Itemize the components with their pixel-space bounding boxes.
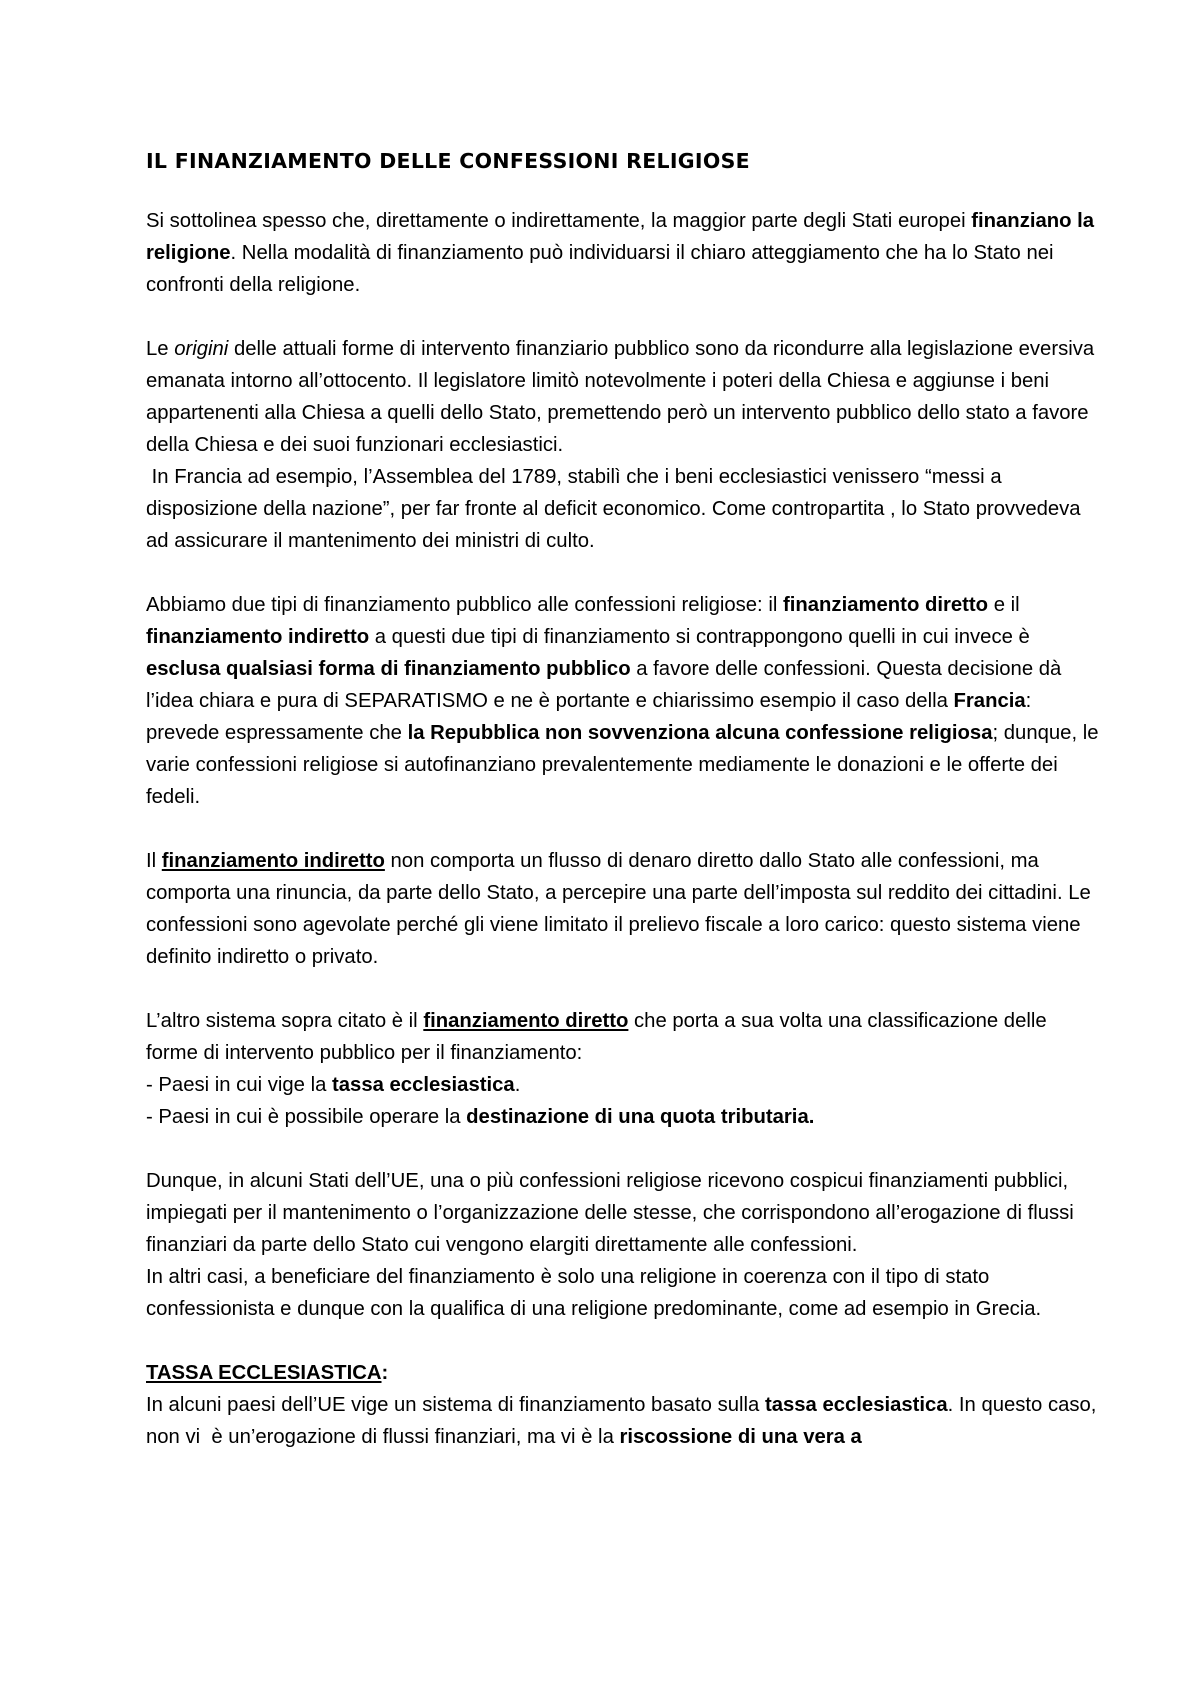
list1-bold: tassa ecclesiastica xyxy=(332,1074,515,1096)
list-item-quota xyxy=(146,1101,1100,1133)
tassa-bold-1: tassa ecclesiastica xyxy=(764,1394,948,1416)
types-text-2: e il xyxy=(988,594,1020,616)
diretto-text-1: L’altro sistema sopra citato è il xyxy=(146,1010,424,1032)
types-bold-repubblica: la Repubblica non sovvenziona alcuna confessione religiosa xyxy=(407,722,993,744)
types-bold-francia: Francia xyxy=(953,690,1026,712)
paragraph-types xyxy=(146,589,1100,813)
types-text-3: a questi due tipi di finanziamento si contrappongono quelli in cui invece è xyxy=(369,626,1030,648)
types-text-5: : prevede espressamente che xyxy=(146,690,1032,744)
types-bold-indiretto: finanziamento indiretto xyxy=(146,626,370,648)
origins-text-1: Le xyxy=(146,338,175,360)
list2-text: - Paesi in cui è possibile operare la xyxy=(146,1106,467,1128)
paragraph-diretto xyxy=(146,1005,1100,1069)
section-heading-tassa xyxy=(146,1357,1100,1389)
tassa-text-2: . In questo caso, non vi è un’erogazione di flussi finanziari, ma vi è la xyxy=(146,1394,1103,1448)
intro-text-2: . Nella modalità di finanziamento può individuarsi il chiaro atteggiamento che ha lo Stato nei confronti della religione. xyxy=(146,242,1054,296)
section-heading-text: TASSA ECCLESIASTICA xyxy=(146,1362,382,1384)
indiretto-bold-underlined: finanziamento indiretto xyxy=(161,850,385,872)
list2-bold: destinazione di una quota tributaria. xyxy=(466,1106,815,1128)
paragraph-origins xyxy=(146,333,1100,461)
tassa-text-1: In alcuni paesi dell’UE vige un sistema di finanziamento basato sulla xyxy=(146,1394,765,1416)
origins-text-2: delle attuali forme di intervento finanziario pubblico sono da ricondurre alla legislazione eversiva emanata intorno all’ottocento. Il legislatore limitò notevolmente i poteri della Chiesa e aggiunse i beni appartenenti alla Chiesa a quelli dello Stato, premettendo però un intervento pubblico dello stato a favore della Chiesa e dei suoi funzionari ecclesiastici. xyxy=(146,338,1095,456)
list-item-tassa xyxy=(146,1069,1100,1101)
diretto-text-2: che porta a sua volta una classificazione delle forme di intervento pubblico per il finanziamento: xyxy=(146,1010,1047,1064)
paragraph-intro xyxy=(146,205,1100,301)
types-text-4: a favore delle confessioni. Questa decisione dà l’idea chiara e pura di SEPARATISMO e ne è portante e chiarissimo esempio il caso della xyxy=(146,658,1062,712)
intro-bold: finanziano la religione xyxy=(146,210,1095,264)
section-heading-colon: : xyxy=(381,1362,389,1384)
types-bold-esclusa: esclusa qualsiasi forma di finanziamento pubblico xyxy=(146,658,631,680)
list1-end: . xyxy=(514,1074,521,1096)
origins-italic: origini xyxy=(174,338,229,360)
types-text-1: Abbiamo due tipi di finanziamento pubblico alle confessioni religiose: il xyxy=(146,594,783,616)
indiretto-text-2: non comporta un flusso di denaro diretto dallo Stato alle confessioni, ma comporta una rinuncia, da parte dello Stato, a percepire una parte dell’imposta sul reddito dei cittadini. Le confessioni sono agevolate perché gli viene limitato il prelievo fiscale a loro carico: questo sistema viene definito indiretto o privato. xyxy=(146,850,1091,968)
types-text-6: ; dunque, le varie confessioni religiose si autofinanziano prevalentemente mediamente le donazioni e le offerte dei fedeli. xyxy=(146,722,1099,808)
intro-text-1: Si sottolinea spesso che, direttamente o indirettamente, la maggior parte degli Stati europei xyxy=(146,210,972,232)
indiretto-text-1: Il xyxy=(146,850,162,872)
diretto-bold-underlined: finanziamento diretto xyxy=(423,1010,629,1032)
tassa-bold-2: riscossione di una vera a xyxy=(619,1426,862,1448)
list1-text: - Paesi in cui vige la xyxy=(146,1074,332,1096)
paragraph-ue: Dunque, in alcuni Stati dell’UE, una o più confessioni religiose ricevono cospicui finanziamenti pubblici, impiegati per il mantenimento o l’organizzazione delle stesse, che corrispondono all’erogazione di flussi finanziari da parte dello Stato cui vengono elargiti direttamente alle confessioni. xyxy=(146,1170,1074,1256)
types-bold-diretto: finanziamento diretto xyxy=(782,594,989,616)
paragraph-indiretto xyxy=(146,845,1100,973)
paragraph-grecia: In altri casi, a beneficiare del finanziamento è solo una religione in coerenza con il tipo di stato confessionista e dunque con la qualifica di una religione predominante, come ad esempio in Grecia. xyxy=(146,1266,1042,1320)
document-title: IL FINANZIAMENTO DELLE CONFESSIONI RELIGIOSE xyxy=(146,149,750,173)
paragraph-france: In Francia ad esempio, l’Assemblea del 1789, stabilì che i beni ecclesiastici venissero “messi a disposizione della nazione”, per far fronte al deficit economico. Come contropartita , lo Stato provvedeva ad assicurare il mantenimento dei ministri di culto. xyxy=(146,466,1087,552)
paragraph-tassa xyxy=(146,1389,1103,1453)
